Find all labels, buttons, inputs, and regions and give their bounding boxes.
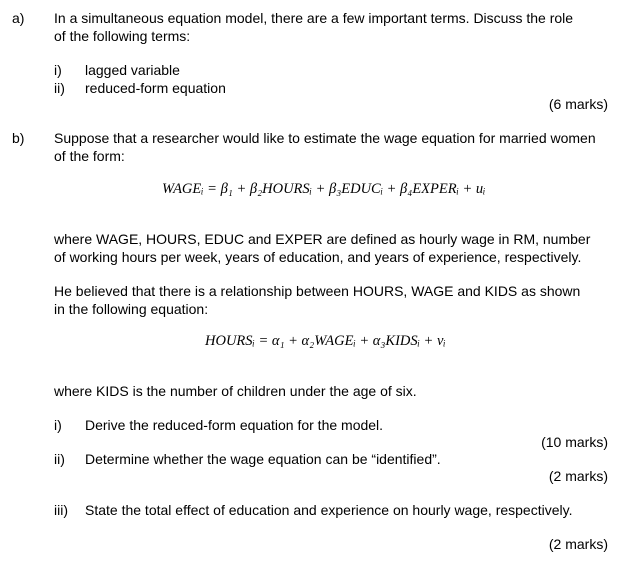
question1-text: Derive the reduced-form equation for the model. bbox=[85, 417, 384, 433]
question3-text: State the total effect of education and experience on hourly wage, respectively. bbox=[85, 502, 573, 518]
question3-num: iii) bbox=[54, 502, 68, 518]
kids-line: where KIDS is the number of children under the age of six. bbox=[54, 383, 417, 399]
belief-line2: in the following equation: bbox=[54, 301, 209, 317]
hours-equation: HOURSᵢ = α₁ + α₂WAGEᵢ + α₃KIDSᵢ + vᵢ bbox=[205, 333, 446, 349]
question2-marks: (2 marks) bbox=[548, 468, 608, 484]
part-a-marks: (6 marks) bbox=[548, 96, 608, 112]
belief-line1: He believed that there is a relationship between HOURS, WAGE and KIDS as shown bbox=[54, 283, 581, 299]
where-line2: of working hours per week, years of education, and years of experience, respectively. bbox=[54, 249, 582, 265]
where-line1: where WAGE, HOURS, EDUC and EXPER are defined as hourly wage in RM, number bbox=[54, 231, 591, 247]
part-a-item1-num: i) bbox=[54, 62, 62, 78]
part-b-line1: Suppose that a researcher would like to estimate the wage equation for married women bbox=[54, 130, 596, 146]
part-a-line2: of the following terms: bbox=[54, 28, 191, 44]
part-a-line1: In a simultaneous equation model, there are a few important terms. Discuss the role bbox=[54, 10, 574, 26]
part-a-item1-text: lagged variable bbox=[85, 62, 180, 78]
question2-num: ii) bbox=[54, 451, 65, 467]
part-b-label: b) bbox=[12, 130, 25, 146]
part-a-label: a) bbox=[12, 10, 25, 26]
question2-text: Determine whether the wage equation can be “identified”. bbox=[85, 451, 441, 467]
part-b-line2: of the form: bbox=[54, 148, 125, 164]
question3-marks: (2 marks) bbox=[548, 536, 608, 552]
part-a-item2-num: ii) bbox=[54, 80, 65, 96]
question1-marks: (10 marks) bbox=[541, 434, 608, 450]
question1-num: i) bbox=[54, 417, 62, 433]
wage-equation: WAGEᵢ = β₁ + β₂HOURSᵢ + β₃EDUCᵢ + β₄EXPERᵢ + uᵢ bbox=[162, 181, 486, 197]
part-a-item2-text: reduced-form equation bbox=[85, 80, 226, 96]
